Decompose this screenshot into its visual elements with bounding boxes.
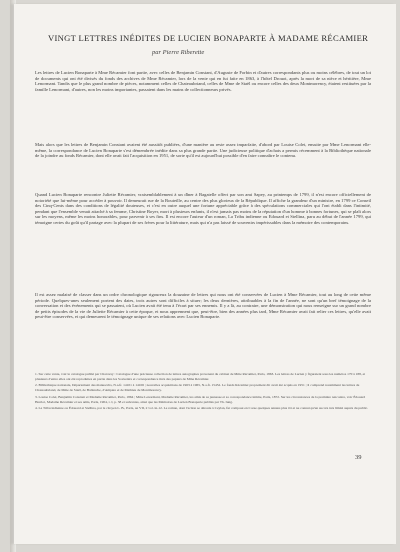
page-number: 39 — [355, 454, 362, 461]
footnote: 2. Bibliothèque nationale, Département des manuscrits, N.a.fr. 14101 à 14106 ; nouvelles acquisitions de 1963 à 1965, N.a.fr. 15452. Le fonds Récamier proprement dit avait été acquis en 1951 ; il comprend notamment les lettres de Chateaubriand, de Mme de Staël, de Ballanche, d'Ampère et de Mathieu de Montmorency. — [35, 383, 360, 393]
body-paragraph: Mais alors que les lettres de Benjamin Constant avaient été aussitôt publiées, d'une manière au reste assez imparfaite, d'abord par Louise Colet, ensuite par Mme Lenormant elle-même, la correspondance de Lucien Bonaparte s'est démembrée inédite dans sa plus grande partie. Une judicieuse politique d'achats a permis récemment à la Bibliothèque nationale de la joindre au fonds Récamier, dont elle avait fait l'acquisition en 1951, de sorte qu'il est aujourd'hui possible d'en faire connaître le contenu. — [35, 142, 371, 159]
footnote: 3. Louise Colet, Benjamin Constant et Madame Récamier, Paris, 1864 ; Mme Lenormant, Madame Récamier, les amis de sa jeunesse et sa correspondance intime, Paris, 1872. Sur les circonstances de la première rencontre, voir Édouard Herriot, Madame Récamier et ses amis, Paris, 1904, t. I, p. 38 et suivantes, ainsi que les Mémoires de Lucien Bonaparte publiés par Th. Iung. — [35, 394, 366, 404]
body-paragraph: Quand Lucien Bonaparte rencontre Juliette Récamier, vraisemblablement à un dîner à Bagatelle offert par son ami Sapey, au printemps de 1799, il n'est encore officiellement de notoriété que lui-même pour accéder à pouvoir. Il demeurait rue de la Bouteille, au centre des plus glorieux de la République. Il affiche la grandeur d'un ministre, en 1799 ce Conseil des Cinq-Cents dans des conditions de légalité douteuses, et c'est en outre auquel une fortune appréciable grâce à des spéculations commerciales qui l'ont établi dans l'intimité, pendant que l'ensemble venait attaché à sa femme, Christine Boyer, mort à plusieurs enfants, il n'est jamais pas moins de la réputation d'un homme à bonnes fortunes, qui se plaît alors sur les moyens, même les moins honorables, pour parvenir à ses fins. Il est encore l'auteur d'un roman, La Tribu indienne ou Edouard et Stellina, paru au début de l'année 1799, qui témoigne certes du goût qu'il partage avec la plupart de ses frères pour la littérature, mais qui n'a pas laissé de souvenirs impérissables dans la mémoire des contemporains. — [35, 192, 371, 225]
article-title: VINGT LETTRES INÉDITES DE LUCIEN BONAPARTE À MADAME RÉCAMIER — [48, 33, 369, 43]
footnote: 1. Sur cette vente, voir le catalogue publié par Charavay : Catalogue d'une précieuse collection de lettres autographes provenant du cabinet de Mme Récamier, Paris, 1863. Les lettres de Lucien y figuraient sous les numéros 170 à 188, et plusieurs d'entre elles ont été reproduites en partie dans les Souvenirs et correspondance tirés des papiers de Mme Récamier. — [35, 372, 366, 381]
footnotes — [35, 372, 371, 526]
footnote: 4. La Tribu indienne ou Édouard et Stellina, par le citoyen L. B., Paris, an VII, 2 vol. in-12. Le roman, dont l'action se déroule à Ceylan, fut composé en Corse quelques années plus tôt et ne connut qu'un succès très limité auprès du public. — [35, 406, 369, 411]
article-author: par Pierre Riberette — [152, 49, 205, 56]
body-paragraph: Il est assez malaisé de classer dans un ordre chronologique rigoureux la douzaine de lettres qui nous ont été conservées de Lucien à Mme Récamier, tout au long de cette même période. Quelques-unes seulement portent des dates, trois autres sont difficiles à situer; les deux dernières, attribuables à la fin de l'année, ne sont qu'un bref témoignage de la conversation et des événements qui se passaient, où Lucien avait été tenu à l'écart par ses ennemis. Il y a là, au contraire, une démonstration qui nous renseigne sur un grand nombre de petits épisodes de la vie de Juliette Récamier à cette époque, et nous apprennent que, peut-être, bien des années plus tard, Mme Récamier avait fait relier ces lettres, qu'elle avait peut-être conservées, et qui demeurent le témoignage unique de ses relations avec Lucien Bonaparte. — [35, 292, 371, 320]
body-paragraph: Les lettres de Lucien Bonaparte à Mme Récamier font partie, avec celles de Benjamin Constant, d'Auguste de Forbin et d'autres correspondants plus ou moins célèbres, de tout un lot de documents qui ont été divisés du fonds des archives de Mme Récamier, lors de la vente qui en fut faite en 1863, à l'hôtel Drouot, après la mort de sa nièce et héritière, Mme Lenormant. Tandis que le plus grand nombre de pièces, notamment celles de Chateaubriand, celles de Mme de Staël ou encore celles des deux Montmorency, étaient restituées par la famille Lenormant, d'autres, non les moins importantes, passaient dans les mains de collectionneurs privés. — [35, 70, 371, 92]
